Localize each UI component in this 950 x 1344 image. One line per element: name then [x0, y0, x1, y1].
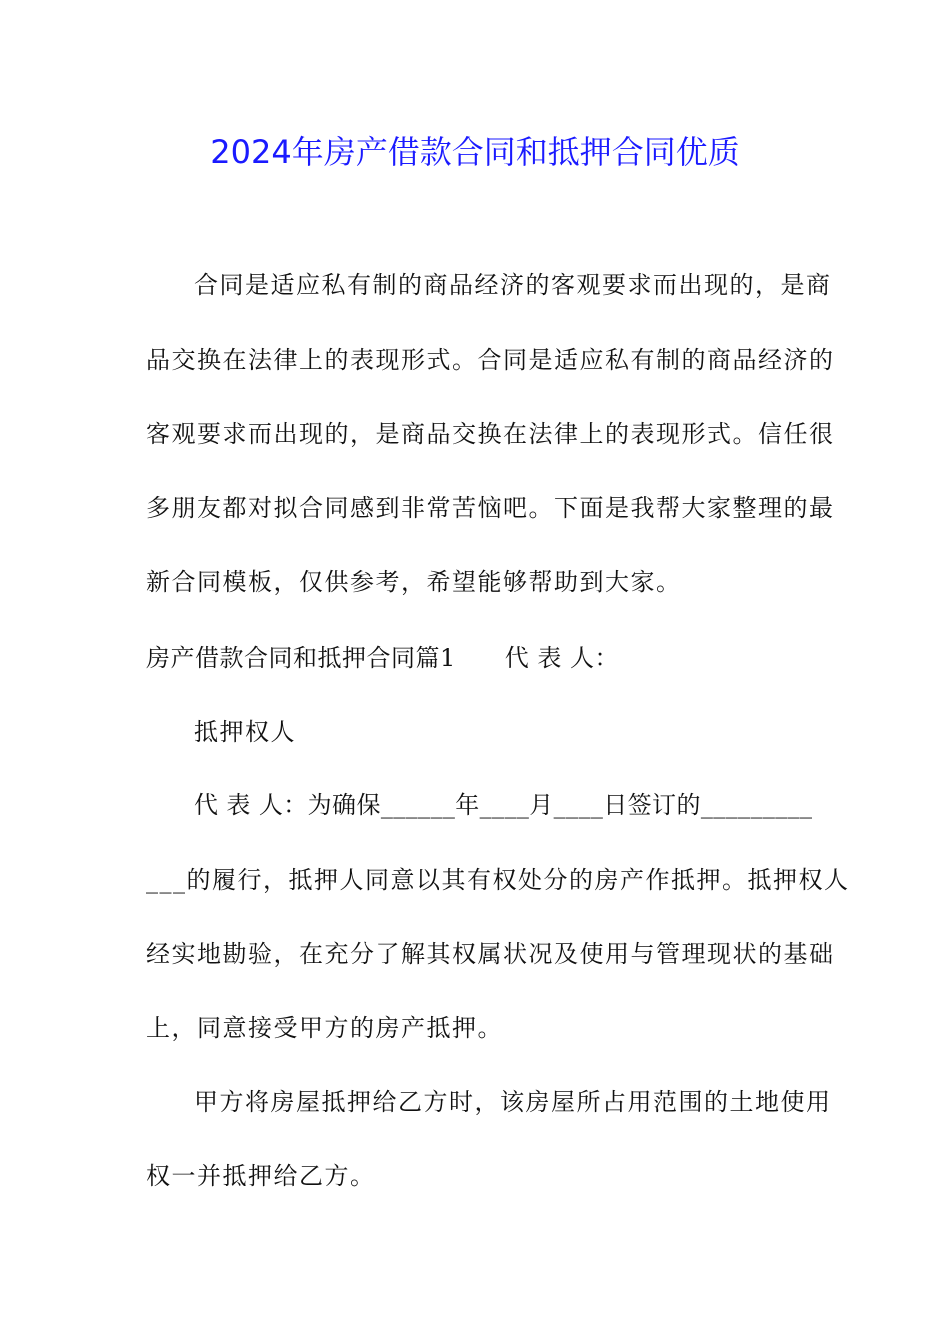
document-title: 2024年房产借款合同和抵押合同优质	[210, 133, 740, 171]
paragraph-line: 抵押权人	[194, 718, 296, 746]
paragraph-line: 权一并抵押给乙方。	[146, 1162, 376, 1190]
paragraph-line: 合同是适应私有制的商品经济的客观要求而出现的，是商	[194, 271, 832, 299]
paragraph-line: 上，同意接受甲方的房产抵押。	[146, 1014, 503, 1042]
paragraph-line: 多朋友都对拟合同感到非常苦恼吧。下面是我帮大家整理的最	[146, 494, 835, 522]
paragraph-line: 代 表 人：为确保______年____月____日签订的_________	[194, 791, 813, 819]
section-heading-line: 房产借款合同和抵押合同篇1 代 表 人：	[146, 644, 620, 672]
paragraph-line: 客观要求而出现的，是商品交换在法律上的表现形式。信任很	[146, 420, 835, 448]
paragraph-line: 新合同模板，仅供参考，希望能够帮助到大家。	[146, 568, 682, 596]
paragraph-line: 品交换在法律上的表现形式。合同是适应私有制的商品经济的	[146, 346, 835, 374]
paragraph-line: 经实地勘验，在充分了解其权属状况及使用与管理现状的基础	[146, 940, 835, 968]
paragraph-line: ___的履行，抵押人同意以其有权处分的房产作抵押。抵押权人	[146, 866, 850, 894]
paragraph-line: 甲方将房屋抵押给乙方时，该房屋所占用范围的土地使用	[194, 1088, 832, 1116]
